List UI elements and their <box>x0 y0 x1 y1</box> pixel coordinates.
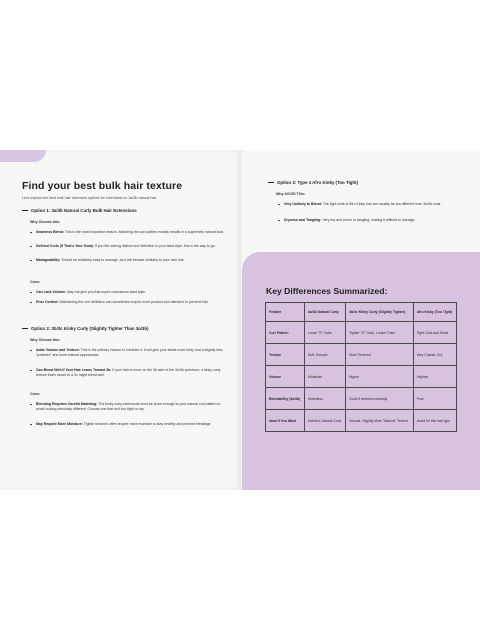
list-item: May Require More Moisture: Tighter textures often require more moisture to stay healthy and prevent breakage. <box>36 422 226 427</box>
corner-accent <box>0 150 46 162</box>
list-item: Blending Requires Careful Matching: The kinky curly extensions must be close enough to your natural curl pattern to avoid looking obviously different. Choose one that isn't too tight or dry. <box>36 402 226 411</box>
table-header: Afro Kinky (Too Tight) <box>413 303 456 322</box>
table-row <box>266 366 457 388</box>
dash-icon <box>22 210 28 211</box>
table-cell: Loose "S" Curls <box>304 322 345 344</box>
page-title: Find your best bulk hair texture <box>22 180 183 192</box>
list-item: Very Unlikely to Blend: The tight coils of Afro Kinky hair are usually far too different from 3a/3b curls. <box>284 202 454 207</box>
table-cell: Curl Pattern <box>266 322 305 344</box>
table-cell: Tight Coils and Kinks <box>413 322 456 344</box>
table-header: 3a/3b Natural Curly <box>304 303 345 322</box>
table-cell: Good if selected carefully <box>346 388 413 410</box>
list-item: Adds Volume and Texture: This is the primary reason to consider it. It will give your twists more body and a slightly less "polished" and more natural appearance. <box>36 348 226 357</box>
table-header-row <box>266 303 457 322</box>
table-cell: Seamless <box>304 388 345 410</box>
dash-icon <box>22 328 28 329</box>
list-item: Defined Curls (If That's Your Goal): If you like seeing distinct curl definition in your twist style, this is the way to go. <box>36 244 226 249</box>
table-cell: Texture <box>266 344 305 366</box>
list-item: Frizz Control: Maintaining the curl definition can sometimes require more product and attention to prevent frizz. <box>36 300 226 305</box>
why-avoid-label: Why AVOID This: <box>276 192 306 196</box>
list-item: Manageability: Should be relatively easy to manage, as it will behave similarly to your own hair. <box>36 258 226 263</box>
comparison-table <box>265 302 457 432</box>
list-item: Seamless Blend: This is the most important reason. Matching the curl pattern exactly results in a supremely natural look. <box>36 230 225 234</box>
table-cell: Soft, Smooth <box>304 344 345 366</box>
option3-heading: Option 3: Type 4 Afro Kinky (Too Tight) <box>268 180 358 185</box>
table-cell: Avoid for this hair type <box>413 410 456 432</box>
table-row <box>266 388 457 410</box>
table-cell: Tighter "S" Curls, Looser Coils <box>346 322 413 344</box>
list-item: Dryness and Tangling: Very dry and prone to tangling, making it difficult to manage. <box>284 218 454 223</box>
table-cell: Highest <box>413 366 456 388</box>
table-cell: Poor <box>413 388 456 410</box>
table-cell: Higher <box>346 366 413 388</box>
cons-label: Cons: <box>30 392 41 396</box>
list-item: Can Blend Well If Your Hair Leans Toward 3b: If your hair is more on the 3b side of the 3a/3b spectrum, a kinky curly texture that's closer to a 3c might blend well. <box>36 368 226 377</box>
table-cell: Volume, Slightly More "Natural" Texture <box>346 410 413 432</box>
table-header: 3b/3c Kinky Curly (Slightly Tighter) <box>346 303 413 322</box>
why-label: Why Choose this: <box>30 220 61 224</box>
dash-icon <box>268 182 274 183</box>
table-cell: Volume <box>266 366 305 388</box>
table-row <box>266 344 457 366</box>
table-row <box>266 410 457 432</box>
table-header: Feature <box>266 303 305 322</box>
left-page <box>0 150 241 490</box>
table-cell: More Textured <box>346 344 413 366</box>
table-cell: Moderate <box>304 366 345 388</box>
table-cell: Defined, Natural Curls <box>304 410 345 432</box>
why-label: Why Choose this: <box>30 338 61 342</box>
table-cell: Blendability (3a/3b) <box>266 388 305 410</box>
list-item: Can Lack Volume: May not give you that super-voluminous twist style. <box>36 290 226 295</box>
table-cell: Very Coarse, Dry <box>413 344 456 366</box>
table-row <box>266 322 457 344</box>
option2-heading: Option 2: 3b/3c Kinky Curly (Slightly Tighter Than 3a/3b) <box>22 326 149 331</box>
key-differences-title: Key Differences Summarized: <box>266 286 388 296</box>
cons-label: Cons: <box>30 280 41 284</box>
intro-text: Let's explore the best bulk hair extension options for mini twists on 3a/3b natural hair: <box>22 196 158 200</box>
option1-heading: Option 1: 3a/3b Natural Curly Bulk Hair Extensions <box>22 208 137 213</box>
table-cell: Ideal if You Want <box>266 410 305 432</box>
